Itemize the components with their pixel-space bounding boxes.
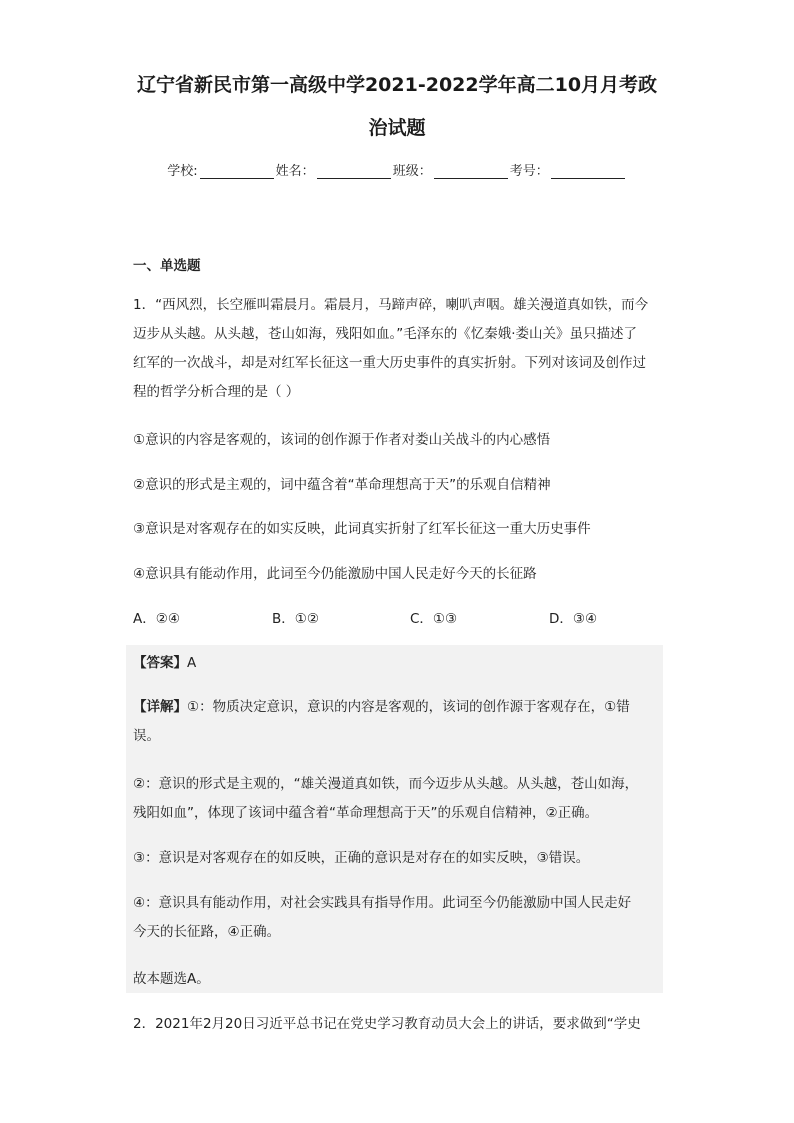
- page-title-line1: 辽宁省新民市第一高级中学2021-2022学年高二10月月考政: [136, 74, 658, 96]
- detail-block-2: [133, 770, 653, 828]
- school-label: 学校:: [167, 164, 198, 179]
- detail-text: 今天的长征路，④正确。: [133, 924, 281, 940]
- choice-d[interactable]: D．③④: [549, 611, 598, 627]
- page-title-line2: 治试题: [368, 117, 426, 139]
- detail-label: 【详解】: [133, 699, 187, 715]
- detail-block-1: [133, 693, 653, 751]
- detail-text: 误。: [133, 728, 160, 744]
- q1-stem-line: 迈步从头越。从头越，苍山如海，残阳如血。”毛泽东的《忆秦娥·娄山关》虽只描述了: [133, 326, 638, 342]
- q1-stem: [133, 291, 663, 407]
- exam-no-blank[interactable]: [551, 164, 625, 179]
- detail-block-3: ③：意识是对客观存在的如反映，正确的意识是对存在的如实反映，③错误。: [133, 850, 590, 866]
- choice-b[interactable]: B．①②: [272, 611, 319, 627]
- student-info-row: [0, 160, 794, 179]
- q1-stem-line: 程的哲学分析合理的是（ ）: [133, 384, 300, 400]
- q1-statement-3: ③意识是对客观存在的如实反映，此词真实折射了红军长征这一重大历史事件: [133, 521, 591, 537]
- q1-stem-line: 红军的一次战斗，却是对红军长征这一重大历史事件的真实折射。下列对该词及创作过: [133, 355, 646, 371]
- detail-text: ①：物质决定意识，意识的内容是客观的，该词的创作源于客观存在，①错: [187, 699, 630, 715]
- conclusion-line: 故本题选A。: [133, 971, 210, 987]
- choice-c[interactable]: C．①③: [410, 611, 458, 627]
- class-blank[interactable]: [434, 164, 508, 179]
- q2-stem: 2．2021年2月20日习近平总书记在党史学习教育动员大会上的讲话，要求做到“学史: [133, 1016, 641, 1032]
- q1-stem-line: 1．“西风烈，长空雁叫霜晨月。霜晨月，马蹄声碎，喇叭声咽。雄关漫道真如铁，而今: [133, 297, 649, 313]
- q1-choices: [133, 603, 663, 632]
- choice-a[interactable]: A．②④: [133, 611, 180, 627]
- detail-text: 残阳如血”，体现了该词中蕴含着“革命理想高于天”的乐观自信精神，②正确。: [133, 805, 599, 821]
- answer-value: A: [187, 655, 197, 671]
- q1-statement-1: ①意识的内容是客观的，该词的创作源于作者对娄山关战斗的内心感悟: [133, 432, 551, 448]
- exam-no-label: 考号：: [509, 164, 549, 179]
- detail-text: ②：意识的形式是主观的，“雄关漫道真如铁，而今迈步从头越。从头越，苍山如海，: [133, 776, 639, 792]
- school-blank[interactable]: [200, 164, 274, 179]
- detail-block-4: [133, 889, 653, 947]
- class-label: 班级：: [392, 164, 432, 179]
- section-heading: 一、单选题: [133, 258, 201, 274]
- detail-text: ④：意识具有能动作用，对社会实践具有指导作用。此词至今仍能激励中国人民走好: [133, 895, 632, 911]
- name-label: 姓名：: [275, 164, 315, 179]
- q1-statement-2: ②意识的形式是主观的，词中蕴含着“革命理想高于天”的乐观自信精神: [133, 477, 551, 493]
- q1-statement-4: ④意识具有能动作用，此词至今仍能激励中国人民走好今天的长征路: [133, 566, 537, 582]
- answer-label: 【答案】: [133, 655, 187, 671]
- name-blank[interactable]: [317, 164, 391, 179]
- answer-line: [133, 649, 653, 678]
